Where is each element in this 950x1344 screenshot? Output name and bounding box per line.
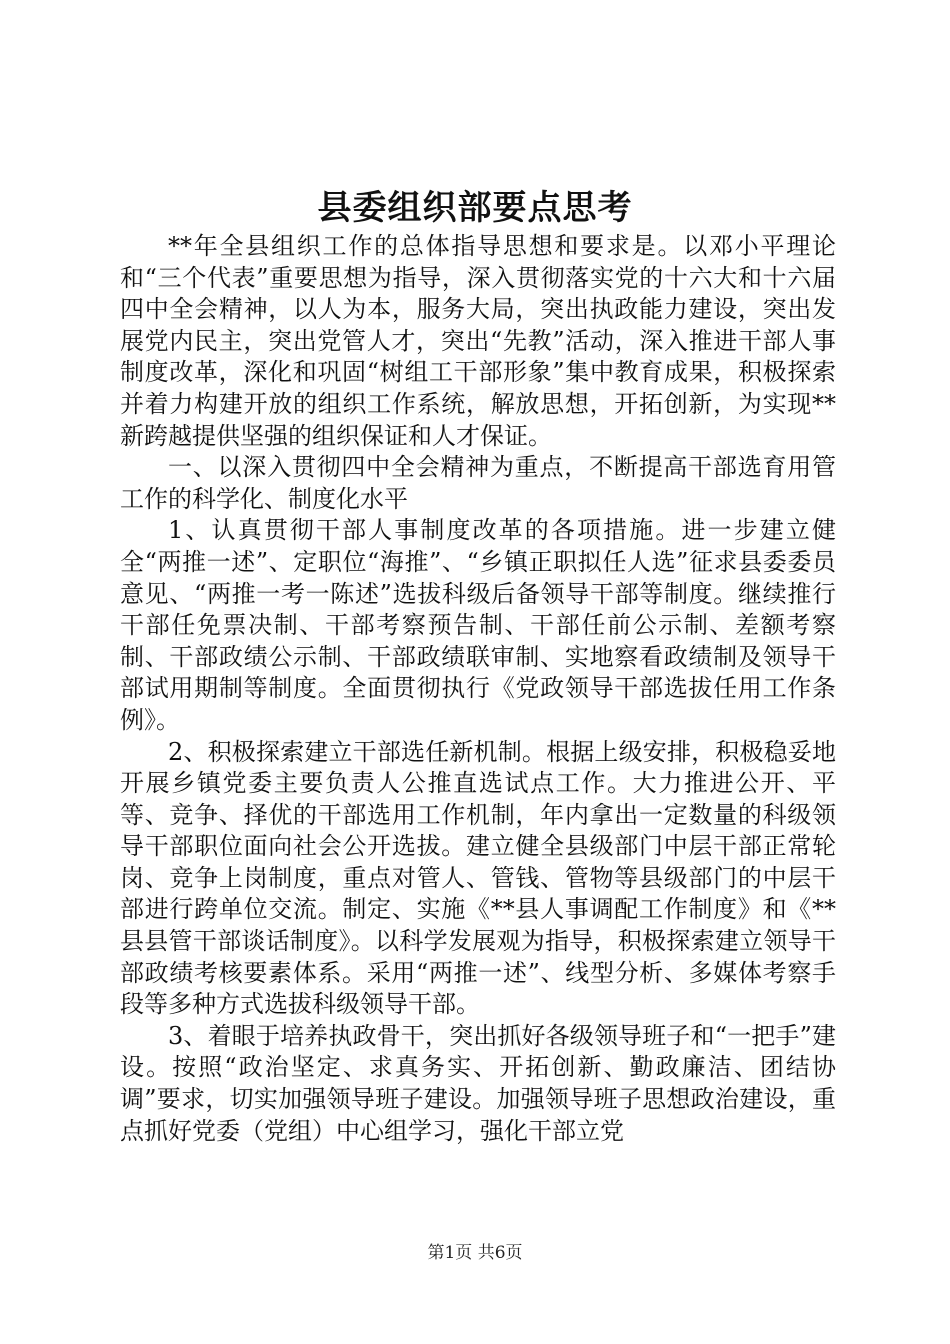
paragraph-item-3: 3、着眼于培养执政骨干，突出抓好各级领导班子和“一把手”建设。按照“政治坚定、求真务实、开拓创新、勤政廉洁、团结协调”要求，切实加强领导班子建设。加强领导班子思想政治建设，重点抓好党委（党组）中心组学习，强化干部立党 bbox=[120, 1021, 836, 1145]
paragraph-intro: **年全县组织工作的总体指导思想和要求是。以邓小平理论和“三个代表”重要思想为指导，深入贯彻落实党的十六大和十六届四中全会精神，以人为本，服务大局，突出执政能力建设，突出发展党内民主，突出党管人才，突出“先教”活动，深入推进干部人事制度改革，深化和巩固“树组工干部形象”集中教育成果，积极探索并着力构建开放的组织工作系统，解放思想，开拓创新，为实现**新跨越提供坚强的组织保证和人才保证。 bbox=[120, 232, 836, 450]
paragraph-section-heading: 一、以深入贯彻四中全会精神为重点，不断提高干部选育用管工作的科学化、制度化水平 bbox=[120, 453, 836, 513]
paragraph-item-1: 1、认真贯彻干部人事制度改革的各项措施。进一步建立健全“两推一述”、定职位“海推”、“乡镇正职拟任人选”征求县委委员意见、“两推一考一陈述”选拔科级后备领导干部等制度。继续推行干部任免票决制、干部考察预告制、干部任前公示制、差额考察制、干部政绩公示制、干部政绩联审制、实地察看政绩制及领导干部试用期制等制度。全面贯彻执行《党政领导干部选拔任用工作条例》。 bbox=[120, 516, 836, 734]
paragraph-item-2: 2、积极探索建立干部选任新机制。根据上级安排，积极稳妥地开展乡镇党委主要负责人公推直选试点工作。大力推进公开、平等、竞争、择优的干部选用工作机制，年内拿出一定数量的科级领导干部职位面向社会公开选拔。建立健全县级部门中层干部正常轮岗、竞争上岗制度，重点对管人、管钱、管物等县级部门的中层干部进行跨单位交流。制定、实施《**县人事调配工作制度》和《**县县管干部谈话制度》。以科学发展观为指导，积极探索建立领导干部政绩考核要素体系。采用“两推一述”、线型分析、多媒体考察手段等多种方式选拔科级领导干部。 bbox=[120, 737, 836, 1019]
document-body bbox=[120, 231, 836, 1147]
page-number-footer: 第1页 共6页 bbox=[427, 1243, 523, 1263]
document-title: 县委组织部要点思考 bbox=[317, 188, 633, 228]
